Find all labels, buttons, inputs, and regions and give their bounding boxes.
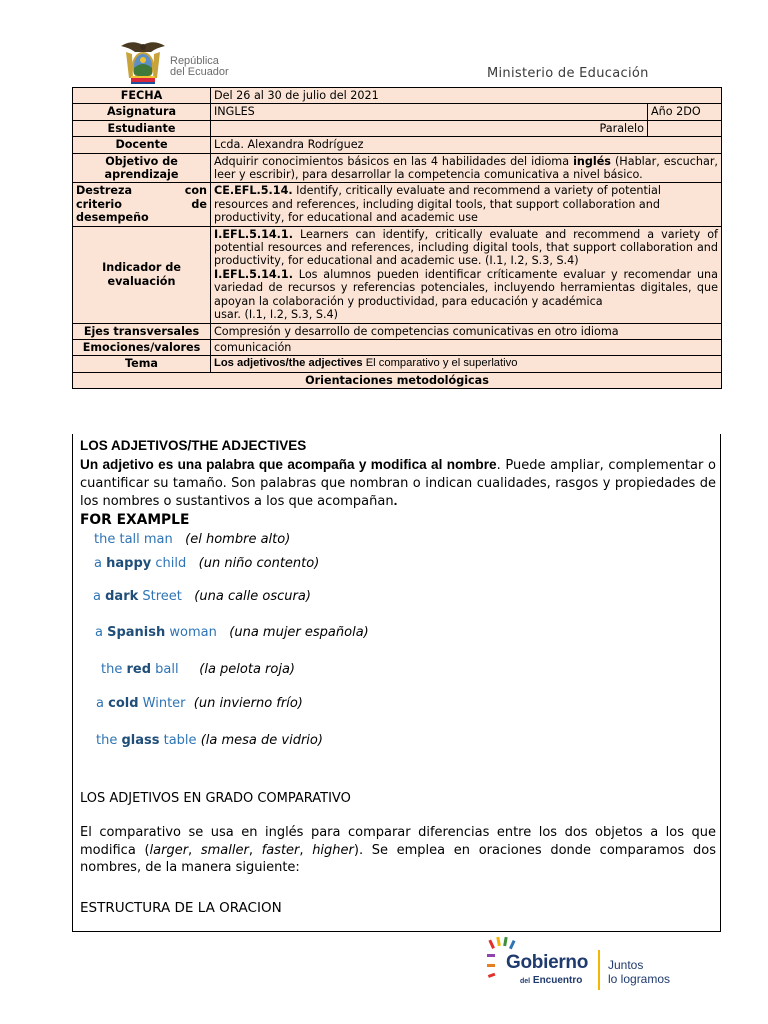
comparativo-sep-3: , — [299, 842, 313, 858]
indicador-value — [211, 226, 722, 323]
comparativo-title: LOS ADJETIVOS EN GRADO COMPARATIVO — [80, 791, 351, 806]
indicador-code-en: I.EFL.5.14.1. — [214, 227, 293, 241]
objetivo-label: Objetivo de aprendizaje — [73, 153, 211, 183]
comparativo-word-4: higher — [312, 842, 354, 858]
fecha-label: FECHA — [73, 88, 211, 104]
destreza-label — [73, 183, 211, 226]
example-adjective: red — [126, 662, 152, 677]
docente-value: Lcda. Alexandra Rodríguez — [211, 137, 722, 153]
example-adjective: glass — [121, 733, 160, 748]
adjective-definition — [80, 456, 716, 511]
gobierno-del: del — [520, 978, 531, 985]
indicador-code-es: I.EFL.5.14.1. — [214, 267, 293, 281]
row-destreza — [73, 183, 722, 226]
ejes-label: Ejes transversales — [73, 323, 211, 339]
gobierno-wordmark: Gobierno — [506, 952, 589, 973]
row-estudiante — [73, 120, 722, 136]
row-asignatura — [73, 104, 722, 120]
example-spanish: (un invierno frío) — [193, 696, 303, 711]
comparativo-text-2: ). Se emplea en oraciones donde comparamos dos nombres, de la manera siguiente: — [80, 842, 717, 875]
comparativo-sep-1: , — [188, 842, 201, 858]
example-post: table — [159, 733, 197, 748]
asignatura-value: INGLES — [211, 104, 648, 120]
example-post: woman — [165, 625, 217, 640]
tema-bold: Los adjetivos/the adjectives — [214, 357, 363, 370]
example-pre: a — [96, 696, 109, 711]
ejes-value: Compresión y desarrollo de competencias comunicativas en otro idioma — [211, 323, 722, 339]
row-docente — [73, 137, 722, 153]
example-adjective: cold — [108, 696, 139, 711]
republica-line-1: República — [170, 55, 219, 67]
adjectives-title: LOS ADJETIVOS/THE ADJECTIVES — [80, 438, 307, 453]
example-english — [94, 556, 186, 571]
docente-label: Docente — [73, 137, 211, 153]
example-english — [94, 532, 173, 547]
footer-divider — [598, 950, 600, 990]
example-english — [96, 733, 197, 748]
objetivo-value — [211, 153, 722, 183]
destreza-label-line-3: desempeño — [76, 211, 149, 225]
orientaciones-header: Orientaciones metodológicas — [73, 372, 722, 388]
comparativo-word-3: faster — [261, 842, 300, 858]
example-spanish: (una calle oscura) — [194, 589, 311, 604]
indicador-text-es: Los alumnos pueden identificar críticamente evaluar y recomendar una variedad de recursos y referencias potenciales, incluyendo herramientas digitales, que apoyan la colaboración y productividad, para educación y académica — [214, 267, 718, 308]
ecuador-coat-of-arms-icon — [118, 38, 168, 88]
republica-logo — [118, 38, 248, 88]
gobierno-logo — [486, 934, 686, 994]
comparativo-word-2: smaller — [200, 842, 249, 858]
destreza-label-line-2: criterio de — [76, 197, 207, 211]
row-emociones — [73, 339, 722, 355]
example-post: child — [151, 556, 187, 571]
indicador-en — [214, 228, 718, 268]
example-adjective: Spanish — [107, 625, 166, 640]
definition-end: . — [393, 493, 398, 508]
example-pre: the tall man — [94, 532, 173, 547]
ministerio-title: Ministerio de Educación — [487, 66, 649, 81]
destreza-text: Identify, critically evaluate and recommend a variety of potential resources and references, including digital tools, that support collaboration and productivity, for educational and academic use — [214, 184, 661, 225]
comparativo-sep-2: , — [248, 842, 262, 858]
example-spanish: (el hombre alto) — [185, 532, 291, 547]
indicador-es — [214, 268, 718, 308]
row-fecha — [73, 88, 722, 104]
for-example-heading: FOR EXAMPLE — [80, 512, 190, 528]
objetivo-text-pre: Adquirir conocimientos básicos en las 4 habilidades del idioma — [214, 154, 574, 168]
lesson-info-table — [72, 87, 722, 389]
lesson-content — [72, 434, 721, 932]
example-pre: the — [101, 662, 127, 677]
row-objetivo — [73, 153, 722, 183]
objetivo-text-post: (Hablar, escuchar, leer y escribir), para desarrollar la competencia comunicativa a nivel básico. — [214, 154, 718, 182]
example-adjective: dark — [105, 589, 139, 604]
example-item — [94, 556, 319, 571]
destreza-value — [211, 183, 722, 226]
example-pre: a — [93, 589, 106, 604]
tema-rest: El comparativo y el superlativo — [362, 357, 518, 370]
destreza-label-line-1: Destreza con — [76, 184, 207, 198]
tema-label: Tema — [73, 356, 211, 372]
example-item — [101, 662, 295, 677]
definition-rest: . Puede ampliar, complementar o cuantificar su tamaño. Son palabras que nombran o indican cualidades, rasgos y propiedades de los nombres o sustantivos a los que acompañan — [80, 458, 717, 509]
example-spanish: (una mujer española) — [229, 625, 369, 640]
anio-value: Año 2DO — [648, 104, 722, 120]
row-tema — [73, 356, 722, 372]
paralelo-label: Paralelo — [211, 120, 648, 136]
row-ejes — [73, 323, 722, 339]
slogan — [608, 958, 670, 986]
paralelo-value — [648, 120, 722, 136]
example-spanish: (un niño contento) — [198, 556, 320, 571]
example-pre: a — [95, 625, 108, 640]
example-pre: the — [96, 733, 122, 748]
gobierno-subtitle — [520, 975, 582, 986]
comparativo-paragraph — [80, 824, 716, 877]
estructura-title: ESTRUCTURA DE LA ORACION — [80, 900, 282, 916]
republica-line-2: del Ecuador — [170, 66, 229, 78]
objetivo-text-bold: inglés — [573, 154, 611, 168]
indicador-text-en: Learners can identify, critically evaluate and recommend a variety of potential resources and references, including digital tools, that support collaboration and productivity, for educational and academic use. (I.1, I.2, S.3, S.4) — [214, 227, 718, 268]
indicador-label: Indicador de evaluación — [73, 226, 211, 323]
example-spanish: (la pelota roja) — [199, 662, 296, 677]
gobierno-encuentro: Encuentro — [532, 975, 583, 986]
example-pre: a — [94, 556, 107, 571]
example-post: Winter — [138, 696, 186, 711]
example-adjective: happy — [106, 556, 152, 571]
row-orientaciones — [73, 372, 722, 388]
asignatura-label: Asignatura — [73, 104, 211, 120]
fecha-value: Del 26 al 30 de julio del 2021 — [211, 88, 722, 104]
slogan-line-2: lo logramos — [608, 972, 671, 986]
example-english — [95, 625, 217, 640]
republica-text — [170, 56, 229, 78]
indicador-tail: usar. (I.1, I.2, S.3, S.4) — [214, 308, 339, 322]
emociones-label: Emociones/valores — [73, 339, 211, 355]
example-spanish: (la mesa de vidrio) — [200, 733, 323, 748]
example-item — [94, 532, 290, 547]
destreza-code: CE.EFL.5.14. — [214, 184, 293, 198]
example-post: Street — [138, 589, 182, 604]
example-item — [96, 696, 303, 711]
comparativo-word-1: larger — [149, 842, 189, 858]
example-english — [93, 589, 182, 604]
example-item — [95, 625, 369, 640]
example-english — [96, 696, 186, 711]
example-item — [96, 733, 323, 748]
tema-value — [211, 356, 722, 372]
example-item — [93, 589, 311, 604]
estudiante-label: Estudiante — [73, 120, 211, 136]
example-post: ball — [151, 662, 179, 677]
definition-bold: Un adjetivo es una palabra que acompaña y modifica al nombre — [80, 457, 497, 472]
example-english — [101, 662, 179, 677]
comparativo-text-1: El comparativo se usa en inglés para comparar diferencias entre los dos objetos a los que modifica ( — [80, 825, 716, 858]
emociones-value: comunicación — [211, 339, 722, 355]
slogan-line-1: Juntos — [608, 958, 644, 972]
row-indicador — [73, 226, 722, 323]
